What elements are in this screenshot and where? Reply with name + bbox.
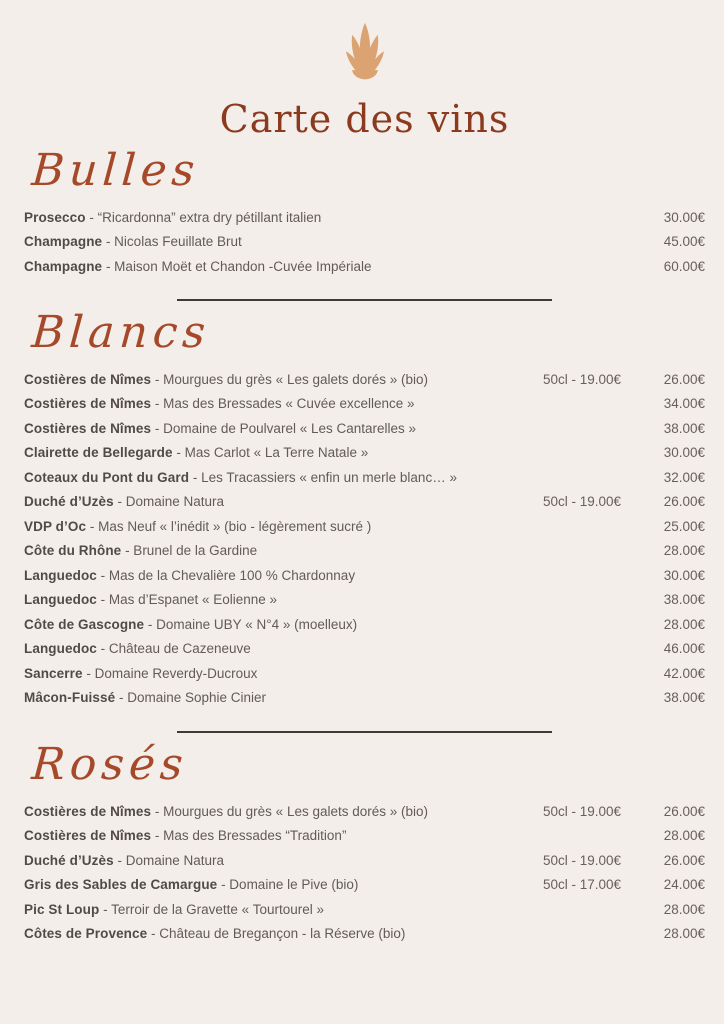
bottle-price: 32.00€ [663, 469, 705, 485]
bottle-price: 34.00€ [663, 396, 705, 412]
bottle-price: 28.00€ [663, 543, 705, 559]
wine-label [24, 828, 489, 843]
wine-description: - Domaine UBY « N°4 » (moelleux) [147, 616, 358, 632]
wine-name: Duché d’Uzès [24, 852, 114, 868]
section-heading: Blancs [30, 307, 212, 359]
wine-name: Costières de Nîmes [24, 803, 152, 819]
wine-description: - Mourgues du grès « Les galets dorés » (bio) [154, 371, 429, 387]
wine-name: Côte de Gascogne [24, 616, 145, 632]
wine-name: Costières de Nîmes [24, 371, 152, 387]
wine-row [24, 617, 705, 642]
wine-description: - Domaine de Poulvarel « Les Cantarelles » [154, 420, 417, 436]
wine-rows [24, 804, 705, 951]
wine-row [24, 641, 705, 666]
wine-name: Costières de Nîmes [24, 396, 152, 412]
bottle-price: 26.00€ [663, 494, 705, 510]
wine-description: - Domaine Sophie Cinier [118, 690, 267, 706]
wine-row [24, 666, 705, 691]
wine-label [24, 421, 489, 436]
wine-label [24, 372, 489, 387]
wine-sections [24, 145, 705, 951]
wine-name: Clairette de Bellegarde [24, 445, 173, 461]
wine-name: Champagne [24, 258, 103, 274]
bottle-price: 28.00€ [663, 901, 705, 917]
wine-rows [24, 372, 705, 715]
wine-section [24, 307, 705, 715]
bottle-price: 30.00€ [663, 209, 705, 225]
wine-row [24, 690, 705, 715]
bottle-price: 25.00€ [663, 518, 705, 534]
wine-description: - Mas des Bressades “Tradition” [154, 828, 347, 844]
wine-description: - Mas de la Chevalière 100 % Chardonnay [100, 567, 356, 583]
wine-rows [24, 210, 705, 284]
wine-row [24, 470, 705, 495]
section-divider [177, 731, 552, 733]
section-divider [177, 299, 552, 301]
wine-label [24, 877, 489, 892]
wine-name: Mâcon-Fuissé [24, 690, 116, 706]
wine-row [24, 902, 705, 927]
bottle-price: 28.00€ [663, 616, 705, 632]
wine-name: Costières de Nîmes [24, 420, 152, 436]
wine-label [24, 445, 489, 460]
wine-row [24, 234, 705, 259]
bottle-price: 24.00€ [663, 877, 705, 893]
wine-label [24, 470, 489, 485]
wine-section [24, 739, 705, 951]
wine-label [24, 641, 489, 656]
bottle-price: 26.00€ [663, 803, 705, 819]
wine-name: Languedoc [24, 567, 97, 583]
page-title: Carte des vins [219, 97, 510, 141]
wine-label [24, 617, 489, 632]
wine-label [24, 804, 489, 819]
bottle-price: 30.00€ [663, 445, 705, 461]
wine-label [24, 519, 489, 534]
half-bottle-price: 50cl - 17.00€ [542, 877, 621, 893]
wine-label [24, 259, 489, 274]
wine-label [24, 396, 489, 411]
wine-row [24, 421, 705, 446]
wine-name: Costières de Nîmes [24, 828, 152, 844]
wine-description: - Domaine Natura [117, 494, 225, 510]
wine-label [24, 234, 489, 249]
wine-row [24, 592, 705, 617]
bottle-price: 38.00€ [663, 690, 705, 706]
wine-description: - Mas des Bressades « Cuvée excellence » [154, 396, 415, 412]
wine-row [24, 877, 705, 902]
wine-label [24, 902, 489, 917]
bottle-price: 28.00€ [663, 926, 705, 942]
wine-row [24, 396, 705, 421]
wine-description: - Mas Carlot « La Terre Natale » [176, 445, 369, 461]
bottle-price: 38.00€ [663, 420, 705, 436]
menu-header [24, 8, 705, 141]
half-bottle-price: 50cl - 19.00€ [542, 852, 621, 868]
wine-name: VDP d’Oc [24, 518, 87, 534]
wine-name: Prosecco [24, 209, 86, 225]
wine-description: - Château de Bregançon - la Réserve (bio) [151, 926, 406, 942]
wine-row [24, 543, 705, 568]
wine-name: Sancerre [24, 665, 83, 681]
section-heading: Bulles [30, 144, 202, 196]
wine-name: Gris des Sables de Camargue [24, 877, 218, 893]
palmette-fan-icon [321, 10, 409, 82]
bottle-price: 26.00€ [663, 371, 705, 387]
wine-label [24, 210, 489, 225]
wine-name: Côtes de Provence [24, 926, 148, 942]
half-bottle-price: 50cl - 19.00€ [542, 494, 621, 510]
wine-name: Languedoc [24, 592, 97, 608]
wine-name: Pic St Loup [24, 901, 100, 917]
wine-row [24, 804, 705, 829]
wine-row [24, 372, 705, 397]
wine-name: Champagne [24, 234, 103, 250]
wine-label [24, 666, 489, 681]
wine-row [24, 828, 705, 853]
half-bottle-price: 50cl - 19.00€ [542, 803, 621, 819]
wine-label [24, 543, 489, 558]
wine-name: Duché d’Uzès [24, 494, 114, 510]
bottle-price: 30.00€ [663, 567, 705, 583]
wine-description: - Maison Moët et Chandon -Cuvée Impériale [105, 258, 372, 274]
wine-label [24, 494, 489, 509]
wine-description: - Domaine Reverdy-Ducroux [86, 665, 258, 681]
wine-description: - Mas Neuf « l’inédit » (bio - légèrement sucré ) [89, 518, 372, 534]
wine-row [24, 853, 705, 878]
wine-row [24, 210, 705, 235]
bottle-price: 60.00€ [663, 258, 705, 274]
wine-row [24, 926, 705, 951]
wine-row [24, 494, 705, 519]
wine-description: - Mourgues du grès « Les galets dorés » (bio) [154, 803, 429, 819]
wine-description: - Château de Cazeneuve [100, 641, 251, 657]
bottle-price: 46.00€ [663, 641, 705, 657]
wine-description: - “Ricardonna” extra dry pétillant italien [89, 209, 322, 225]
section-heading: Rosés [30, 738, 190, 790]
bottle-price: 42.00€ [663, 665, 705, 681]
wine-label [24, 568, 489, 583]
wine-label [24, 853, 489, 868]
wine-row [24, 519, 705, 544]
wine-description: - Les Tracassiers « enfin un merle blanc… » [192, 469, 457, 485]
wine-name: Côte du Rhône [24, 543, 122, 559]
bottle-price: 26.00€ [663, 852, 705, 868]
bottle-price: 28.00€ [663, 828, 705, 844]
wine-description: - Nicolas Feuillate Brut [105, 234, 242, 250]
wine-name: Languedoc [24, 641, 97, 657]
wine-description: - Mas d’Espanet « Eolienne » [100, 592, 278, 608]
wine-description: - Domaine Natura [117, 852, 225, 868]
wine-row [24, 445, 705, 470]
wine-description: - Terroir de la Gravette « Tourtourel » [103, 901, 324, 917]
wine-name: Coteaux du Pont du Gard [24, 469, 190, 485]
wine-label [24, 690, 489, 705]
wine-description: - Brunel de la Gardine [125, 543, 258, 559]
wine-description: - Domaine le Pive (bio) [221, 877, 359, 893]
wine-label [24, 592, 489, 607]
wine-row [24, 568, 705, 593]
wine-label [24, 926, 489, 941]
wine-section [24, 145, 705, 283]
bottle-price: 45.00€ [663, 234, 705, 250]
bottle-price: 38.00€ [663, 592, 705, 608]
wine-row [24, 259, 705, 284]
half-bottle-price: 50cl - 19.00€ [542, 371, 621, 387]
